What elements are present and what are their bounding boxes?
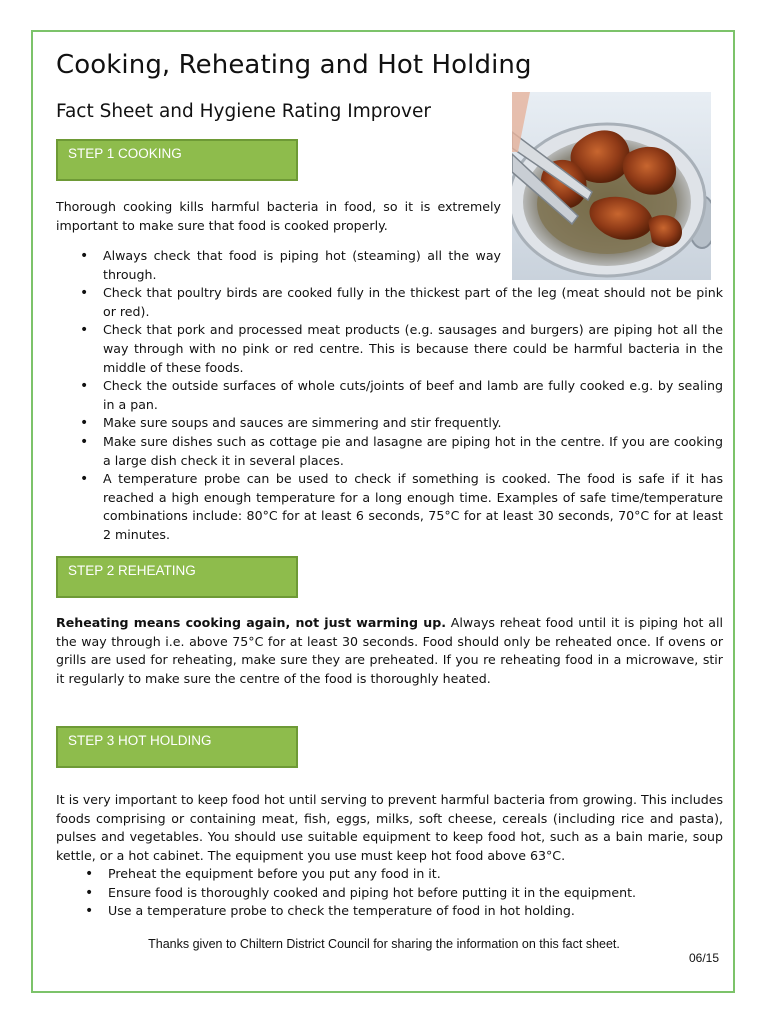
list-item: • Check that pork and processed meat products (e.g. sausages and burgers) are piping hot all the way through with no pink or red centre. This is because there could be harmful bacteria in the middle of these foods.: [79, 321, 723, 377]
page-title: Cooking, Reheating and Hot Holding: [56, 50, 532, 80]
step-3-bullet-list: [84, 865, 723, 921]
step-2-text: Always reheat food until it is piping hot all the way through i.e. above 75°C for at least 30 seconds. Food should only be reheated once. If ovens or grills are used for reheating, make sure they are preheated. If you re reheating food in a microwave, stir it regularly to make sure the centre of the food is thoroughly heated.: [56, 615, 723, 686]
list-item: • A temperature probe can be used to check if something is cooked. The food is safe if it has reached a high enough temperature for a long enough time. Examples of safe time/temperature combinations include: 80°C for at least 6 seconds, 75°C for at least 30 seconds, 70°C for at least 2 minutes.: [79, 470, 723, 544]
step-2-header: STEP 2 REHEATING: [56, 556, 298, 598]
list-item: • Always check that food is piping hot (steaming) all the way through.: [79, 247, 501, 284]
list-item: • Check the outside surfaces of whole cuts/joints of beef and lamb are fully cooked e.g. by sealing in a pan.: [79, 377, 723, 414]
footer-credit: Thanks given to Chiltern District Council for sharing the information on this fact sheet.: [148, 937, 620, 951]
step-2-lead-bold: Reheating means cooking again, not just warming up.: [56, 615, 446, 630]
step-1-bullet-list: [79, 247, 723, 545]
page-subtitle: Fact Sheet and Hygiene Rating Improver: [56, 101, 431, 122]
step-1-header: STEP 1 COOKING: [56, 139, 298, 181]
list-item: • Use a temperature probe to check the temperature of food in hot holding.: [84, 902, 723, 921]
step-3-intro: It is very important to keep food hot until serving to prevent harmful bacteria from growing. This includes foods comprising or containing meat, fish, eggs, milks, soft cheese, cereals (including rice and pasta), pulses and vegetables. You should use suitable equipment to keep food hot, such as a bain marie, soup kettle, or a hot cabinet. The equipment you use must keep hot food above 63°C.: [56, 792, 723, 863]
list-item: • Make sure soups and sauces are simmering and stir frequently.: [79, 414, 723, 433]
step-3-header: STEP 3 HOT HOLDING: [56, 726, 298, 768]
step-2-paragraph: [56, 614, 723, 688]
list-item: • Preheat the equipment before you put any food in it.: [84, 865, 723, 884]
list-item: • Make sure dishes such as cottage pie and lasagne are piping hot in the centre. If you are cooking a large dish check it in several places.: [79, 433, 723, 470]
list-item: • Check that poultry birds are cooked fully in the thickest part of the leg (meat should not be pink or red).: [79, 284, 723, 321]
step-1-intro: Thorough cooking kills harmful bacteria in food, so it is extremely important to make sure that food is cooked properly.: [56, 199, 501, 233]
list-item: • Ensure food is thoroughly cooked and piping hot before putting it in the equipment.: [84, 884, 723, 903]
document-date: 06/15: [689, 951, 720, 965]
